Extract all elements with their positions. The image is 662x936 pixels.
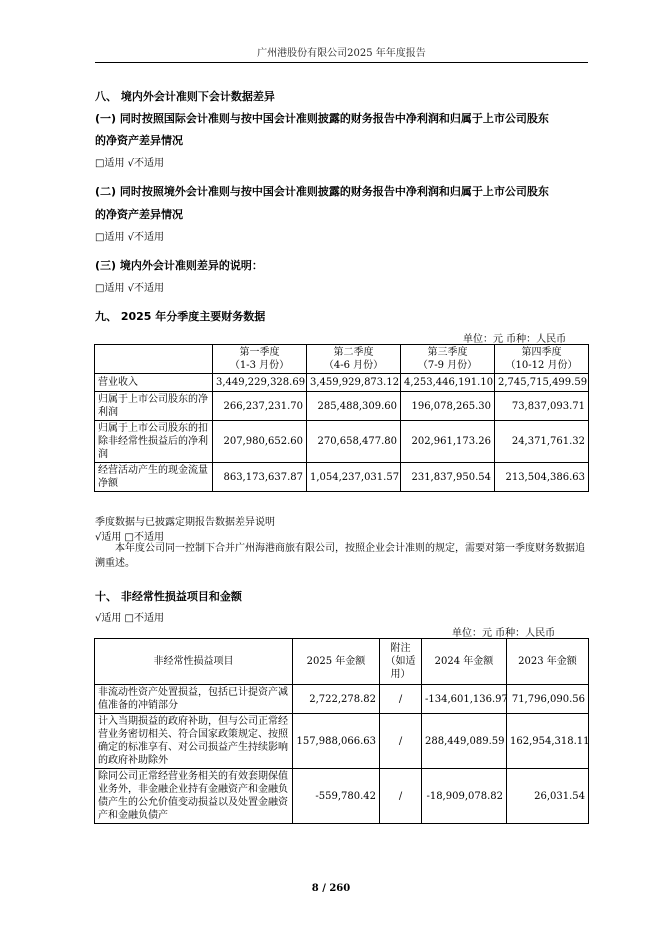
table-cell: 2,745,715,499.59 [495,374,589,392]
section-8-heading: 八、 境内外会计准则下会计数据差异 [95,90,275,103]
subsection-1-title-cont: 的净资产差异情况 [95,134,183,147]
row-label: 经营活动产生的现金流量净额 [95,463,213,492]
subsection-2-options: □适用 √不适用 [95,232,164,243]
table-cell: 266,237,231.70 [213,392,307,421]
table-cell: 3,449,229,328.69 [213,374,307,392]
table-cell: 285,488,309.60 [307,392,401,421]
header-blank-cell [95,345,213,374]
table-row [95,463,589,492]
table-row [95,714,589,769]
page-number: 8 / 260 [311,883,351,894]
table-row [95,421,589,463]
column-header: 第二季度 （4-6 月份） [307,345,401,374]
subsection-2-title: (二) 同时按照境外会计准则与按中国会计准则披露的财务报告中净利润和归属于上市公司股东 [95,185,549,198]
table-cell: 26,031.54 [507,769,589,824]
table-cell: 270,658,477.80 [307,421,401,463]
table-row [95,685,589,714]
table-cell: 196,078,265.30 [401,392,495,421]
section-9-unit: 单位：元 币种：人民币 [463,334,567,345]
section-10-unit: 单位：元 币种：人民币 [452,628,556,639]
quarterly-diff-text: 本年度公司同一控制下合并广州海港商旅有限公司，按照企业会计准则的规定，需要对第一季度财务数据追溯重述。 [95,543,585,569]
table-cell: / [380,685,422,714]
table-row [95,392,589,421]
column-header: 第四季度 （10-12 月份） [495,345,589,374]
column-header: 2025 年金额 [293,639,380,685]
table-cell: -134,601,136.97 [422,685,507,714]
section-9-heading: 九、 2025 年分季度主要财务数据 [95,310,266,323]
column-header: 附注（如适用） [380,639,422,685]
page-header: 广州港股份有限公司2025 年年度报告 [257,48,426,59]
table-cell: / [380,769,422,824]
row-label: 除同公司正常经营业务相关的有效套期保值业务外，非金融企业持有金融资产和金融负债产生的公允价值变动损益以及处置金融资产和金融负债产 [95,769,293,824]
row-label: 归属于上市公司股东的净利润 [95,392,213,421]
row-label: 计入当期损益的政府补助，但与公司正常经营业务密切相关、符合国家政策规定、按照确定的标准享有、对公司损益产生持续影响的政府补助除外 [95,714,293,769]
section-10-options: √适用 □不适用 [95,613,164,624]
table-cell: 231,837,950.54 [401,463,495,492]
column-header: 第一季度 （1-3 月份） [213,345,307,374]
subsection-3-title: (三) 境内外会计准则差异的说明： [95,259,263,272]
table-cell: 157,988,066.63 [293,714,380,769]
table-cell: / [380,714,422,769]
table-cell: -18,909,078.82 [422,769,507,824]
table-cell: 73,837,093.71 [495,392,589,421]
subsection-3-options: □适用 √不适用 [95,283,164,294]
table-cell: 4,253,446,191.10 [401,374,495,392]
table-cell: 288,449,089.59 [422,714,507,769]
row-label: 营业收入 [95,374,213,392]
table-header-row [95,345,589,374]
section-10-heading: 十、 非经常性损益项目和金额 [95,590,242,603]
table-cell: -559,780.42 [293,769,380,824]
table-cell: 863,173,637.87 [213,463,307,492]
header-rule [95,62,588,63]
table-cell: 2,722,278.82 [293,685,380,714]
table-cell: 207,980,652.60 [213,421,307,463]
table-cell: 1,054,237,031.57 [307,463,401,492]
column-header: 非经常性损益项目 [95,639,293,685]
row-label: 非流动性资产处置损益，包括已计提资产减值准备的冲销部分 [95,685,293,714]
table-cell: 202,961,173.26 [401,421,495,463]
non-recurring-table [94,638,589,824]
table-row [95,769,589,824]
subsection-2-title-cont: 的净资产差异情况 [95,208,183,221]
column-header: 2024 年金额 [422,639,507,685]
table-cell: 162,954,318.11 [507,714,589,769]
table-row [95,374,589,392]
quarterly-diff-title: 季度数据与已披露定期报告数据差异说明 [95,517,275,528]
table-cell: 24,371,761.32 [495,421,589,463]
table-cell: 3,459,929,873.12 [307,374,401,392]
table-header-row [95,639,589,685]
column-header: 2023 年金额 [507,639,589,685]
table-cell: 71,796,090.56 [507,685,589,714]
quarterly-table [94,344,589,492]
quarterly-diff-options: √适用 □不适用 [95,532,164,543]
subsection-1-options: □适用 √不适用 [95,158,164,169]
row-label: 归属于上市公司股东的扣除非经常性损益后的净利润 [95,421,213,463]
subsection-1-title: (一) 同时按照国际会计准则与按中国会计准则披露的财务报告中净利润和归属于上市公司股东 [95,112,549,125]
table-cell: 213,504,386.63 [495,463,589,492]
column-header: 第三季度 （7-9 月份） [401,345,495,374]
